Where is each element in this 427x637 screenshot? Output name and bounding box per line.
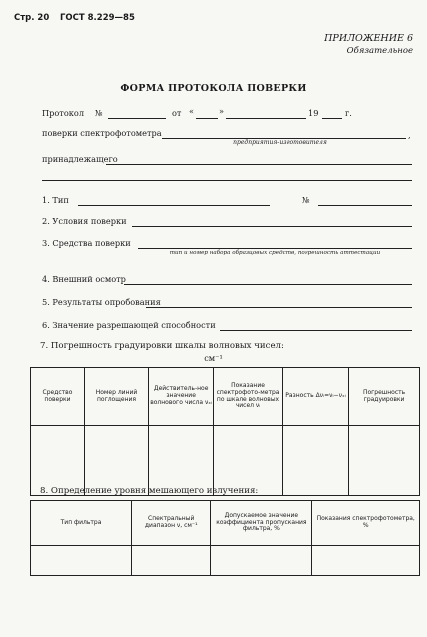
col-difference: Разность Δνᵢ=νᵢ−νₓᵢ bbox=[282, 368, 348, 426]
col-means: Средство поверки bbox=[31, 368, 85, 426]
month-blank bbox=[226, 118, 306, 119]
type-number-blank bbox=[318, 205, 412, 206]
table-cell[interactable] bbox=[282, 426, 348, 496]
item-conditions-label: 2. Условия поверки bbox=[42, 216, 127, 226]
protocol-from-label: от bbox=[172, 108, 182, 118]
belongs-label: принадлежащего bbox=[42, 154, 118, 164]
quote-close: » bbox=[219, 106, 225, 116]
belongs-blank bbox=[106, 164, 412, 165]
col-actual-value: Действитель-ное значение волнового числа νₓᵢ bbox=[149, 368, 214, 426]
protocol-label: Протокол bbox=[42, 108, 85, 118]
type-blank bbox=[78, 205, 270, 206]
item-means-label: 3. Средства поверки bbox=[42, 238, 131, 248]
testing-blank bbox=[146, 307, 412, 308]
page-number: Стр. 20 bbox=[14, 13, 50, 23]
appendix-title: ПРИЛОЖЕНИЕ 6 bbox=[324, 33, 413, 44]
verification-comma: , bbox=[408, 130, 411, 140]
means-hint: тип и номер набора образцовых средств, погрешность аттестации bbox=[169, 250, 381, 256]
table-cell[interactable] bbox=[349, 426, 420, 496]
section7-unit: см⁻¹ bbox=[204, 353, 223, 363]
verification-label: поверки спектрофотометра bbox=[42, 128, 162, 138]
day-blank bbox=[196, 118, 218, 119]
year-suffix: г. bbox=[345, 108, 352, 118]
means-blank bbox=[138, 248, 412, 249]
table-cell[interactable] bbox=[31, 546, 132, 576]
table-cell[interactable] bbox=[149, 426, 214, 496]
quote-open: « bbox=[189, 106, 195, 116]
table-cell[interactable] bbox=[214, 426, 283, 496]
year-blank bbox=[322, 118, 342, 119]
table-cell[interactable] bbox=[84, 426, 148, 496]
form-title: ФОРМА ПРОТОКОЛА ПОВЕРКИ bbox=[120, 83, 307, 94]
table-cell[interactable] bbox=[31, 426, 85, 496]
year-prefix: 19 bbox=[308, 108, 319, 118]
protocol-number-blank bbox=[108, 118, 166, 119]
conditions-blank bbox=[132, 226, 412, 227]
section8-title: 8. Определение уровня мешающего излучения: bbox=[40, 486, 259, 496]
item-inspection-label: 4. Внешний осмотр bbox=[42, 274, 126, 284]
gost-code: ГОСТ 8.229—85 bbox=[60, 13, 135, 23]
manufacturer-hint: предприятия-изготовителя bbox=[233, 139, 327, 146]
item-resolution-label: 6. Значение разрешающей способности bbox=[42, 320, 216, 330]
table-cell[interactable] bbox=[211, 546, 312, 576]
type-number-sign: № bbox=[302, 195, 310, 205]
protocol-number-sign: № bbox=[95, 108, 103, 118]
col-error: Погрешность градуировки bbox=[349, 368, 420, 426]
section7-title: 7. Погрешность градуировки шкалы волновых чисел: bbox=[40, 341, 284, 351]
resolution-blank bbox=[220, 330, 412, 331]
item-testing-label: 5. Результаты опробования bbox=[42, 297, 161, 307]
col-reading: Показание спектрофото-метра по шкале волновых чисел νᵢ bbox=[214, 368, 283, 426]
col-readings: Показания спектрофотометра, % bbox=[312, 501, 420, 546]
table-cell[interactable] bbox=[132, 546, 211, 576]
col-filter-type: Тип фильтра bbox=[31, 501, 132, 546]
item-type-label: 1. Тип bbox=[42, 195, 69, 205]
col-allowed-value: Допускаемое значение коэффициента пропускания фильтра, % bbox=[211, 501, 312, 546]
col-spectral-range: Спектральный диапазон ν, см⁻¹ bbox=[132, 501, 211, 546]
inspection-blank bbox=[124, 284, 412, 285]
calibration-table bbox=[30, 367, 420, 496]
table-cell[interactable] bbox=[312, 546, 420, 576]
col-line-number: Номер линий поглощения bbox=[84, 368, 148, 426]
belongs-blank-2 bbox=[42, 180, 412, 181]
stray-light-table bbox=[30, 500, 420, 576]
appendix-subtitle: Обязательное bbox=[346, 46, 413, 56]
